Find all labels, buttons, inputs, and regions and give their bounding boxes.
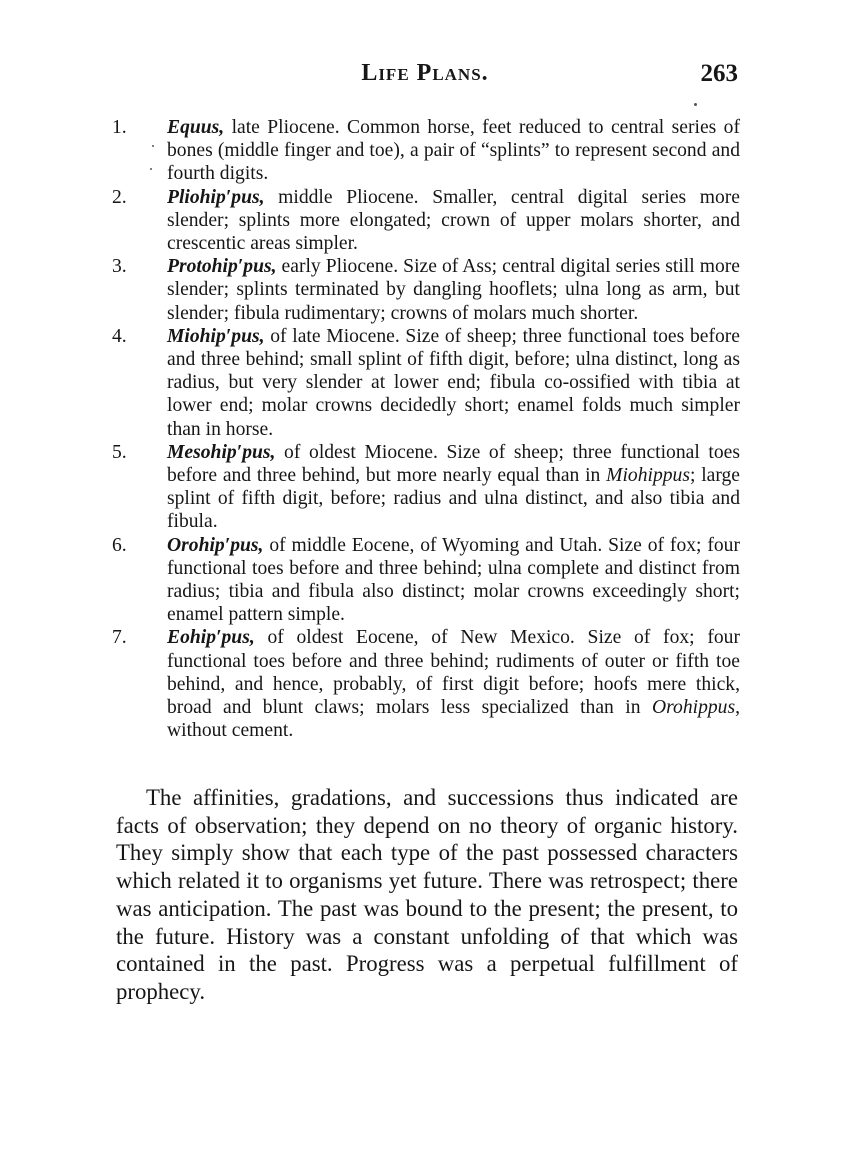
genus-name: Protohip′pus,	[167, 256, 277, 278]
genus-name: Mesohip′pus,	[167, 441, 276, 463]
item-description: of middle Eocene, of Wyoming and Utah. Size of fox; four functional toes before and three behind; ulna complete and distinct from radius; tibia and fibula also distinct; molar crowns exceedingly short; enamel pattern simple.	[167, 534, 740, 626]
item-number: 2.	[112, 186, 127, 208]
genus-name: Equus,	[167, 117, 225, 138]
list-item	[112, 116, 740, 186]
closing-paragraph: The affinities, gradations, and successions thus indicated are facts of observation; they depend on no theory of organic history. They simply show that each type of the past possessed characters which related it to organisms yet future. There was retrospect; there was anticipation. The past was bound to the present; the present, to the future. History was a constant unfolding of that which was contained in the past. Progress was a perpetual fulfillment of prophecy.	[116, 785, 738, 1004]
item-description: of oldest Miocene. Size of sheep; three functional toes before and three behind, but more nearly equal than in	[167, 441, 740, 487]
genus-name: Miohip′pus,	[167, 325, 265, 347]
running-title: Life Plans.	[361, 60, 489, 86]
item-number: 6.	[112, 534, 127, 556]
page-number: 263	[700, 60, 738, 87]
item-description: early Pliocene. Size of Ass; central digital series still more slender; splints terminated by dangling hooflets; ulna long as arm, but slender; fibula rudimentary; crowns of molars much shorter.	[167, 256, 740, 324]
genus-name: Orohip′pus,	[167, 534, 264, 556]
running-head	[110, 60, 740, 96]
print-speck	[694, 103, 697, 106]
genus-reference: Miohippus	[606, 465, 690, 487]
list-item	[112, 441, 740, 534]
item-description-continued: , without cement.	[167, 697, 740, 742]
item-description-continued: ; large splint of fifth digit, before; radius and ulna distinct, and also tibia and fibula.	[167, 465, 740, 533]
item-description: late Pliocene. Common horse, feet reduced to central series of bones (middle finger and toe), a pair of “splints” to represent second and fourth digits.	[167, 117, 740, 185]
item-number: 1.	[112, 117, 127, 138]
item-description: middle Pliocene. Smaller, central digital series more slender; splints more elongated; crown of upper molars shorter, and crescentic areas simpler.	[167, 186, 740, 255]
genus-name: Pliohip′pus,	[167, 186, 265, 208]
item-number: 5.	[112, 441, 127, 463]
list-item	[112, 325, 740, 441]
genus-list	[112, 116, 740, 742]
list-item	[112, 534, 740, 627]
item-description: of late Miocene. Size of sheep; three functional toes before and three behind; small splint of fifth digit, before; ulna distinct, long as radius, but very slender at lower end; fibula co-ossified with tibia at lower end; molar crowns decidedly short; enamel folds much simpler than in horse.	[167, 325, 740, 440]
list-item	[112, 186, 740, 256]
list-item	[112, 626, 740, 742]
item-number: 7.	[112, 627, 127, 649]
list-item	[112, 255, 740, 325]
item-description: of oldest Eocene, of New Mexico. Size of fox; four functional toes before and three behind; rudiments of outer or fifth toe behind, and hence, probably, of first digit before; hoofs mere thick, broad and blunt claws; molars less specialized than in	[167, 627, 740, 719]
item-number: 4.	[112, 325, 127, 347]
item-number: 3.	[112, 256, 127, 278]
genus-reference: Orohippus	[651, 697, 736, 719]
genus-name: Eohip′pus,	[167, 627, 255, 649]
